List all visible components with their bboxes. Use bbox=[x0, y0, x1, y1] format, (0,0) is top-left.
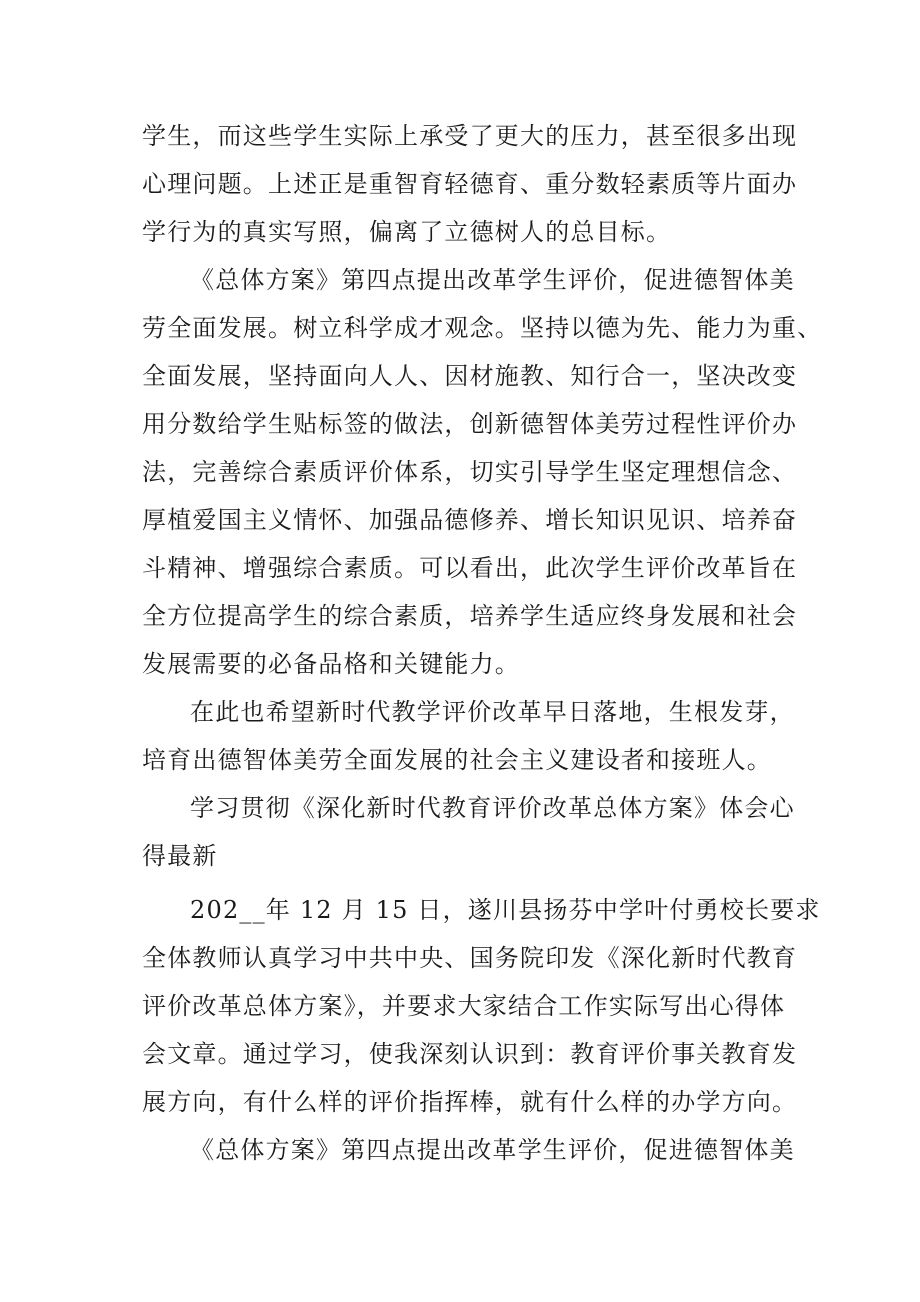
text-line: 评价改革总体方案》，并要求大家结合工作实际写出心得体 bbox=[142, 992, 786, 1020]
paragraph-first-line: 202__年 12 月 15 日，遂川县扬芬中学叶付勇校长要求 bbox=[190, 896, 821, 924]
text-line: 培育出德智体美劳全面发展的社会主义建设者和接班人。 bbox=[142, 746, 772, 774]
section-title-line: 学习贯彻《深化新时代教育评价改革总体方案》体会心 bbox=[190, 794, 795, 822]
text-line: 斗精神、增强综合素质。可以看出，此次学生评价改革旨在 bbox=[142, 554, 798, 582]
section-title-line: 得最新 bbox=[142, 842, 218, 870]
text-line: 劳全面发展。树立科学成才观念。坚持以德为先、能力为重、 bbox=[142, 314, 823, 342]
text-line: 学生，而这些学生实际上承受了更大的压力，甚至很多出现 bbox=[142, 122, 798, 150]
paragraph-first-line: 在此也希望新时代教学评价改革早日落地，生根发芽， bbox=[190, 698, 795, 726]
text-line: 心理问题。上述正是重智育轻德育、重分数轻素质等片面办 bbox=[142, 170, 798, 198]
text-line: 全面发展，坚持面向人人、因材施教、知行合一，坚决改变 bbox=[142, 362, 798, 390]
text-line: 会文章。通过学习，使我深刻认识到：教育评价事关教育发 bbox=[142, 1040, 798, 1068]
text-line: 法，完善综合素质评价体系，切实引导学生坚定理想信念、 bbox=[142, 458, 798, 486]
paragraph-first-line: 《总体方案》第四点提出改革学生评价，促进德智体美 bbox=[190, 1136, 795, 1164]
paragraph-first-line: 《总体方案》第四点提出改革学生评价，促进德智体美 bbox=[190, 266, 795, 294]
text-line: 发展需要的必备品格和关键能力。 bbox=[142, 650, 520, 678]
text-line: 用分数给学生贴标签的做法，创新德智体美劳过程性评价办 bbox=[142, 410, 798, 438]
text-line: 全体教师认真学习中共中央、国务院印发《深化新时代教育 bbox=[142, 944, 798, 972]
text-line: 厚植爱国主义情怀、加强品德修养、增长知识见识、培养奋 bbox=[142, 506, 798, 534]
text-line: 展方向，有什么样的评价指挥棒，就有什么样的办学方向。 bbox=[142, 1088, 798, 1116]
text-line: 学行为的真实写照，偏离了立德树人的总目标。 bbox=[142, 218, 672, 246]
text-line: 全方位提高学生的综合素质，培养学生适应终身发展和社会 bbox=[142, 602, 798, 630]
